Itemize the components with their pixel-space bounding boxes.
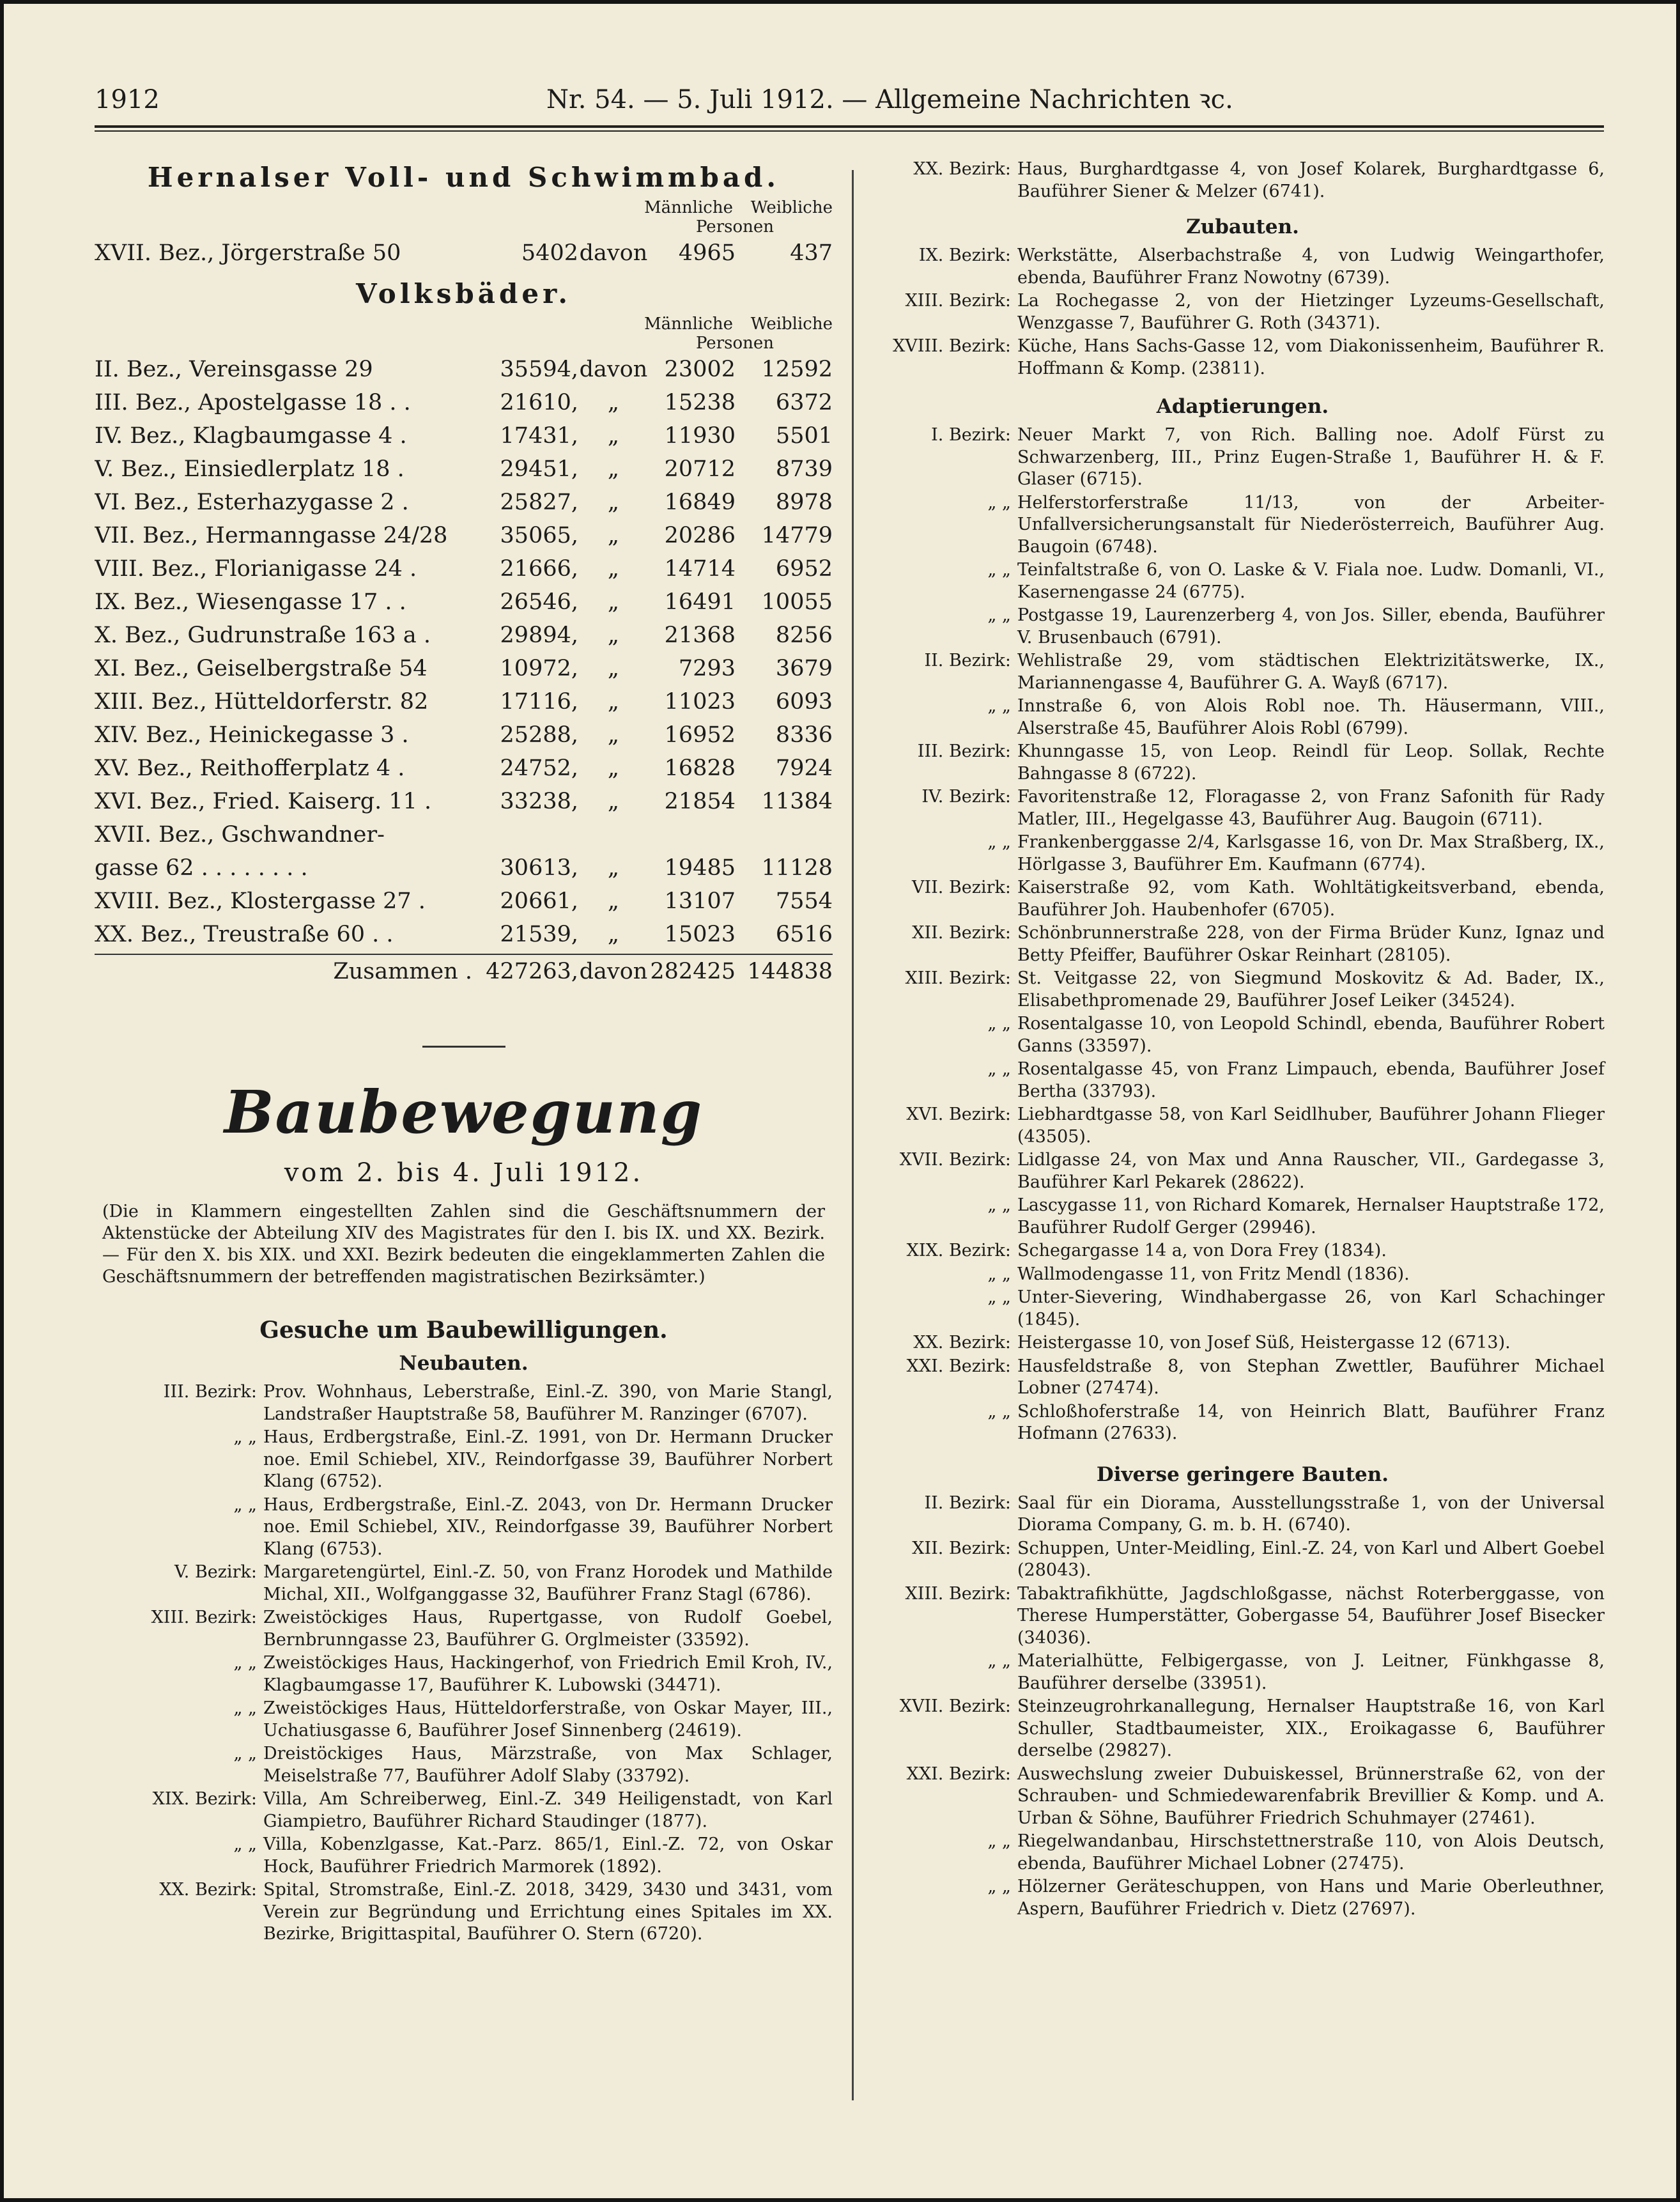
row-women: 3679 — [775, 656, 833, 681]
entry-text: Rosentalgasse 10, von Leopold Schindl, ebenda, Bauführer Robert Ganns (33597). — [1017, 1014, 1605, 1056]
list-item — [881, 832, 1605, 876]
row-women: 14779 — [761, 523, 833, 548]
entry-bezirk: XIX. Bezirk: — [906, 1241, 1011, 1260]
volksbaeder-table — [95, 353, 833, 951]
entry-bezirk: III. Bezirk: — [917, 741, 1011, 761]
list-item — [881, 650, 1605, 694]
list-item — [881, 492, 1605, 559]
list-item — [881, 922, 1605, 966]
entry-text: Postgasse 19, Laurenzerberg 4, von Jos. Siller, ebenda, Bauführer V. Brusenbauch (6791). — [1017, 605, 1605, 647]
sum-women: 144838 — [747, 959, 833, 984]
row-men: 15238 — [664, 390, 736, 415]
entry-bezirk: XX. Bezirk: — [913, 159, 1011, 179]
entry-text: Zweistöckiges Haus, Rupertgasse, von Rudolf Goebel, Bernbrunngasse 23, Bauführer G. Orglmeister (33592). — [263, 1608, 833, 1650]
entry-text: St. Veitgasse 22, von Siegmund Moskovitz & Ad. Bader, IX., Elisabethpromenade 29, Bauführer Josef Leiker (34524). — [1017, 968, 1605, 1011]
entry-bezirk: XXI. Bezirk: — [906, 1764, 1011, 1784]
row-men: 20286 — [664, 523, 736, 548]
entry-text: Helferstorferstraße 11/13, von der Arbeiter-Unfallversicherungsanstalt für Niederösterreich, Bauführer Aug. Baugoin (6748). — [1017, 492, 1605, 557]
row-women: 5501 — [775, 423, 833, 449]
list-item — [881, 1493, 1605, 1537]
row-men: 19485 — [664, 855, 736, 881]
diverse-title: Diverse geringere Bauten. — [1096, 1462, 1389, 1486]
column-headings — [95, 198, 833, 217]
row-davon: „ — [607, 722, 620, 748]
table-row — [95, 885, 833, 918]
col-men: Männliche — [644, 314, 733, 334]
entry-text: Heistergasse 10, von Josef Süß, Heistergasse 12 (6713). — [1017, 1333, 1511, 1353]
col-persons: Personen — [695, 334, 774, 353]
list-item — [881, 1401, 1605, 1445]
entry-bezirk: „ „ — [987, 1287, 1011, 1307]
list-item — [881, 605, 1605, 649]
row-total: 17116, — [500, 689, 578, 715]
row-davon: davon — [579, 357, 648, 382]
baubewegung-date: vom 2. bis 4. Juli 1912. — [284, 1158, 643, 1188]
hernalser-title: Hernalser Voll- und Schwimmbad. — [147, 162, 780, 193]
row-label: XVII. Bez., Jörgerstraße 50 — [95, 240, 401, 266]
entry-text: Liebhardtgasse 58, von Karl Seidlhuber, Bauführer Johann Flieger (43505). — [1017, 1105, 1605, 1147]
row-total: 29894, — [500, 623, 578, 648]
row-davon: „ — [607, 523, 620, 548]
entry-text: Rosentalgasse 45, von Franz Limpauch, ebenda, Bauführer Josef Bertha (33793). — [1017, 1059, 1605, 1101]
entry-text: Haus, Erdbergstraße, Einl.-Z. 2043, von Dr. Hermann Drucker noe. Emil Schiebel, XIV., Reindorfgasse 39, Bauführer Norbert Klang (6753). — [263, 1494, 833, 1559]
table-row — [95, 785, 833, 818]
row-label: IV. Bez., Klagbaumgasse 4 . — [95, 423, 407, 449]
entry-bezirk: „ „ — [987, 1059, 1011, 1079]
row-label: XI. Bez., Geiselbergstraße 54 — [95, 656, 428, 681]
row-women: 11384 — [761, 789, 833, 814]
entry-text: Zweistöckiges Haus, Hütteldorferstraße, von Oskar Mayer, III., Uchatiusgasse 6, Bauführer Josef Sinnenberg (24619). — [263, 1698, 833, 1741]
entry-bezirk: „ „ — [987, 1877, 1011, 1896]
zubauten-list — [881, 245, 1605, 380]
table-row — [95, 353, 833, 386]
row-women: 6952 — [775, 556, 833, 582]
list-item — [881, 1764, 1605, 1830]
list-item — [881, 424, 1605, 491]
entry-bezirk: XIII. Bezirk: — [905, 968, 1011, 988]
entry-bezirk: XII. Bezirk: — [912, 923, 1011, 943]
left-column — [95, 159, 833, 1947]
row-davon: davon — [579, 240, 648, 266]
entry-bezirk: „ „ — [987, 492, 1011, 513]
table-row — [95, 519, 833, 552]
row-women: 6093 — [775, 689, 833, 715]
entry-text: Schönbrunnerstraße 228, von der Firma Brüder Kunz, Ignaz und Betty Pfeiffer, Bauführer Oskar Reinhart (28105). — [1017, 923, 1605, 965]
entry-bezirk: „ „ — [987, 696, 1011, 716]
table-row — [95, 818, 833, 851]
col-persons: Personen — [695, 217, 774, 236]
list-item — [881, 1058, 1605, 1103]
list-item — [881, 1356, 1605, 1400]
entry-text: Villa, Am Schreiberweg, Einl.-Z. 349 Heiligenstadt, von Karl Giampietro, Bauführer Richard Staudinger (1877). — [263, 1789, 833, 1831]
entry-text: Auswechslung zweier Dubuiskessel, Brünnerstraße 62, von der Schrauben- und Schmiedewarenfabrik Brevillier & Komp. und A. Urban & Söhne, Bauführer Friedrich Schuhmayer (27461). — [1017, 1764, 1605, 1828]
entry-text: Haus, Burghardtgasse 4, von Josef Kolarek, Burghardtgasse 6, Bauführer Siener & Melzer (6741). — [1017, 159, 1605, 201]
row-men: 11023 — [664, 689, 736, 715]
diverse-list — [881, 1493, 1605, 1921]
list-item — [95, 1494, 833, 1561]
row-label: V. Bez., Einsiedlerplatz 18 . — [95, 456, 405, 482]
list-item — [881, 1831, 1605, 1875]
list-item — [881, 1287, 1605, 1331]
row-men: 7293 — [678, 656, 736, 681]
row-women: 6372 — [775, 390, 833, 415]
row-label: XVIII. Bez., Klostergasse 27 . — [95, 888, 426, 914]
row-davon: „ — [607, 689, 620, 715]
list-item — [881, 1332, 1605, 1354]
row-davon: „ — [607, 456, 620, 482]
row-label: VII. Bez., Hermanngasse 24/28 — [95, 523, 448, 548]
table-row — [95, 386, 833, 419]
entry-text: Hölzerner Geräteschuppen, von Hans und Marie Oberleuthner, Aspern, Bauführer Friedrich v. Dietz (27697). — [1017, 1877, 1605, 1919]
baubewegung-title: Baubewegung — [224, 1078, 704, 1147]
list-item — [881, 159, 1605, 203]
list-item — [881, 1696, 1605, 1762]
table-row — [95, 652, 833, 685]
table-row — [95, 486, 833, 519]
row-label: XIV. Bez., Heinickegasse 3 . — [95, 722, 409, 748]
row-label: XV. Bez., Reithofferplatz 4 . — [95, 756, 405, 781]
row-davon: „ — [607, 656, 620, 681]
right-column — [881, 159, 1605, 1921]
row-total: 25827, — [500, 490, 578, 515]
sum-row — [95, 954, 833, 988]
neubauten-title: Neubauten. — [399, 1352, 528, 1375]
row-men: 16491 — [664, 589, 736, 615]
list-item — [881, 336, 1605, 380]
entry-text: Zweistöckiges Haus, Hackingerhof, von Friedrich Emil Kroh, IV., Klagbaumgasse 17, Bauführer K. Lubowski (34471). — [263, 1653, 833, 1695]
volksbaeder-section — [95, 275, 833, 988]
row-label: XIII. Bez., Hütteldorferstr. 82 — [95, 689, 429, 715]
list-item — [881, 1013, 1605, 1057]
list-item — [881, 559, 1605, 603]
entry-bezirk: XIII. Bezirk: — [905, 1583, 1011, 1604]
sum-davon: davon — [579, 959, 648, 984]
page-number: 1912 — [95, 85, 160, 114]
table-row — [95, 685, 833, 718]
zubauten-title: Zubauten. — [1186, 215, 1299, 238]
entry-bezirk: I. Bezirk: — [931, 425, 1011, 445]
row-total: 5402 — [521, 240, 578, 266]
adaptierungen-title: Adaptierungen. — [1156, 395, 1329, 418]
row-total: 33238, — [500, 789, 578, 814]
row-label: XVI. Bez., Fried. Kaiserg. 11 . — [95, 789, 432, 814]
entry-bezirk: II. Bezirk: — [924, 651, 1011, 671]
list-item — [881, 1876, 1605, 1920]
entry-bezirk: „ „ — [987, 1195, 1011, 1215]
row-women: 7924 — [775, 756, 833, 781]
row-total: 21610, — [500, 390, 578, 415]
entry-text: Materialhütte, Felbigergasse, von J. Leitner, Fünkhgasse 8, Bauführer derselbe (33951). — [1017, 1651, 1605, 1693]
entry-text: Neuer Markt 7, von Rich. Balling noe. Adolf Fürst zu Schwarzenberg, III., Prinz Eugen-Straße 1, Bauführer H. & F. Glaser (6715). — [1017, 425, 1605, 489]
row-men: 14714 — [664, 556, 736, 582]
row-label: IX. Bez., Wiesengasse 17 . . — [95, 589, 406, 615]
entry-bezirk: III. Bezirk: — [163, 1382, 257, 1402]
baubewegung-note: (Die in Klammern eingestellten Zahlen sind die Geschäftsnummern der Aktenstücke der Abteilung XIV des Magistrates für den I. bis IX. und XX. Bezirk. — Für den X. bis XIX. und XXI. Bezirk bedeuten die eingeklammerten Zahlen die Geschäftsnummern der betreffenden magistratischen Bezirksämter.) — [102, 1202, 825, 1287]
table-row — [95, 236, 833, 270]
entry-text: Kaiserstraße 92, vom Kath. Wohltätigkeitsverband, ebenda, Bauführer Joh. Haubenhofer (6705). — [1017, 878, 1605, 920]
entry-text: Küche, Hans Sachs-Gasse 12, vom Diakonissenheim, Bauführer R. Hoffmann & Komp. (23811). — [1017, 336, 1605, 378]
row-davon: „ — [607, 490, 620, 515]
table-row — [95, 453, 833, 486]
row-women: 12592 — [761, 357, 833, 382]
table-row — [95, 552, 833, 585]
entry-bezirk: XVII. Bezirk: — [899, 1150, 1011, 1170]
row-men: 16952 — [664, 722, 736, 748]
entry-bezirk: „ „ — [987, 605, 1011, 625]
row-women: 8336 — [775, 722, 833, 748]
row-label: II. Bez., Vereinsgasse 29 — [95, 357, 373, 382]
row-label: VIII. Bez., Florianigasse 24 . — [95, 556, 417, 582]
volksbaeder-title: Volksbäder. — [355, 278, 571, 309]
row-label: III. Bez., Apostelgasse 18 . . — [95, 390, 411, 415]
row-men: 21368 — [664, 623, 736, 648]
list-item — [95, 1834, 833, 1878]
col-women: Weibliche — [750, 198, 833, 217]
entry-bezirk: „ „ — [987, 560, 1011, 580]
row-total: 21539, — [500, 922, 578, 947]
row-total: 21666, — [500, 556, 578, 582]
row-total: 10972, — [500, 656, 578, 681]
row-total: 35594, — [500, 357, 578, 382]
list-item — [95, 1652, 833, 1696]
row-davon: „ — [607, 623, 620, 648]
entry-bezirk: „ „ — [233, 1653, 257, 1673]
entry-text: Werkstätte, Alserbachstraße 4, von Ludwig Weingarthofer, ebenda, Bauführer Franz Nowotny (6739). — [1017, 245, 1605, 288]
entry-bezirk: XVII. Bezirk: — [899, 1696, 1011, 1716]
entry-bezirk: XII. Bezirk: — [912, 1538, 1011, 1558]
list-item — [881, 968, 1605, 1012]
row-women: 8739 — [775, 456, 833, 482]
entry-bezirk: XIII. Bezirk: — [905, 291, 1011, 311]
row-davon: „ — [607, 556, 620, 582]
entry-text: Schegargasse 14 a, von Dora Frey (1834). — [1017, 1241, 1387, 1260]
list-item — [881, 786, 1605, 830]
row-women: 6516 — [775, 922, 833, 947]
row-davon: „ — [607, 922, 620, 947]
row-label: X. Bez., Gudrunstraße 163 a . — [95, 623, 431, 648]
adaptierungen-list — [881, 424, 1605, 1445]
table-row — [95, 718, 833, 752]
baubewegung-section — [95, 1071, 833, 1946]
list-item — [881, 1195, 1605, 1239]
list-item — [881, 290, 1605, 334]
entry-text: Lidlgasse 24, von Max und Anna Rauscher, VII., Gardegasse 3, Bauführer Karl Pekarek (28622). — [1017, 1150, 1605, 1192]
row-davon: „ — [607, 390, 620, 415]
entry-text: Dreistöckiges Haus, Märzstraße, von Max Schlager, Meiselstraße 77, Bauführer Adolf Slaby (33792). — [263, 1744, 833, 1786]
sum-label: Zusammen . — [333, 959, 472, 984]
table-row — [95, 419, 833, 453]
entry-text: Hausfeldstraße 8, von Stephan Zwettler, Bauführer Michael Lobner (27474). — [1017, 1356, 1605, 1398]
row-men: 16849 — [664, 490, 736, 515]
neubauten-list — [95, 1381, 833, 1946]
header-rule-thin — [95, 130, 1604, 132]
list-item — [95, 1788, 833, 1833]
row-men: 21854 — [664, 789, 736, 814]
list-item — [881, 877, 1605, 921]
list-item — [95, 1607, 833, 1651]
list-item — [881, 1264, 1605, 1286]
col-women: Weibliche — [750, 314, 833, 334]
entry-text: Steinzeugrohrkanallegung, Hernalser Hauptstraße 16, von Karl Schuller, Stadtbaumeister, XIX., Eroikagasse 6, Bauführer derselbe (29827). — [1017, 1696, 1605, 1760]
row-label: VI. Bez., Esterhazygasse 2 . — [95, 490, 409, 515]
entry-bezirk: IX. Bezirk: — [918, 245, 1011, 265]
row-total: 25288, — [500, 722, 578, 748]
entry-text: Saal für ein Diorama, Ausstellungsstraße 1, von der Universal Diorama Company, G. m. b. H. (6740). — [1017, 1493, 1605, 1535]
list-item — [881, 1104, 1605, 1148]
entry-bezirk: XIII. Bezirk: — [151, 1608, 257, 1627]
entry-text: Wehlistraße 29, vom städtischen Elektrizitätswerke, IX., Mariannengasse 4, Bauführer G. A. Wayß (6717). — [1017, 651, 1605, 693]
issue-header: Nr. 54. — 5. Juli 1912. — Allgemeine Nachrichten ꝛc. — [546, 85, 1233, 114]
entry-text: Unter-Sievering, Windhabergasse 26, von Karl Schachinger (1845). — [1017, 1287, 1605, 1330]
row-davon: „ — [607, 855, 620, 881]
entry-bezirk: „ „ — [987, 1264, 1011, 1284]
entry-text: Frankenberggasse 2/4, Karlsgasse 16, von Dr. Max Straßberg, IX., Hörlgasse 3, Bauführer Em. Kaufmann (6774). — [1017, 832, 1605, 874]
col-men: Männliche — [644, 198, 733, 217]
entry-bezirk: XIX. Bezirk: — [152, 1789, 257, 1809]
sum-men: 282425 — [650, 959, 736, 984]
row-total: 24752, — [500, 756, 578, 781]
list-item — [95, 1698, 833, 1742]
entry-bezirk: „ „ — [233, 1834, 257, 1854]
table-row — [95, 619, 833, 652]
row-women: 8978 — [775, 490, 833, 515]
row-davon: „ — [607, 888, 620, 914]
entry-bezirk: XVIII. Bezirk: — [893, 336, 1011, 356]
table-row — [95, 918, 833, 951]
entry-text: Spital, Stromstraße, Einl.-Z. 2018, 3429, 3430 und 3431, vom Verein zur Begründung und Errichtung eines Spitales im XX. Bezirke, Brigittaspital, Bauführer O. Stern (6720). — [263, 1880, 833, 1944]
entry-bezirk: „ „ — [987, 832, 1011, 852]
table-row — [95, 752, 833, 785]
entry-text: Khunngasse 15, von Leop. Reindl für Leop. Sollak, Rechte Bahngasse 8 (6722). — [1017, 741, 1605, 784]
row-label: XVII. Bez., Gschwandner- — [95, 822, 385, 848]
hernalser-section — [95, 159, 833, 270]
list-item — [881, 741, 1605, 785]
list-item — [881, 1538, 1605, 1582]
entry-text: Haus, Erdbergstraße, Einl.-Z. 1991, von Dr. Hermann Drucker noe. Emil Schiebel, XIV., Reindorfgasse 39, Bauführer Norbert Klang (6752). — [263, 1427, 833, 1491]
row-davon: „ — [607, 789, 620, 814]
list-item — [881, 1583, 1605, 1650]
row-women: 10055 — [761, 589, 833, 615]
entry-text: Schuppen, Unter-Meidling, Einl.-Z. 24, von Karl und Albert Goebel (28043). — [1017, 1538, 1605, 1580]
entry-bezirk: XX. Bezirk: — [159, 1880, 257, 1900]
entry-text: Teinfaltstraße 6, von O. Laske & V. Fiala noe. Ludw. Domanli, VI., Kasernengasse 24 (6775). — [1017, 560, 1605, 602]
row-label: gasse 62 . . . . . . . . — [95, 855, 308, 881]
gesuche-title: Gesuche um Baubewilligungen. — [259, 1317, 668, 1344]
row-men: 16828 — [664, 756, 736, 781]
row-women: 7554 — [775, 888, 833, 914]
entry-bezirk: „ „ — [233, 1427, 257, 1447]
entry-bezirk: „ „ — [233, 1494, 257, 1515]
row-davon: „ — [607, 756, 620, 781]
list-item — [95, 1381, 833, 1425]
entry-bezirk: XXI. Bezirk: — [906, 1356, 1011, 1376]
entry-text: Innstraße 6, von Alois Robl noe. Th. Häusermann, VIII., Alserstraße 45, Bauführer Alois Robl (6799). — [1017, 696, 1605, 738]
entry-bezirk: „ „ — [233, 1698, 257, 1718]
row-men: 13107 — [664, 888, 736, 914]
entry-text: Riegelwandanbau, Hirschstettnerstraße 110, von Alois Deutsch, ebenda, Bauführer Michael Lobner (27475). — [1017, 1831, 1605, 1873]
list-item — [95, 1427, 833, 1493]
entry-text: Tabaktrafikhütte, Jagdschloßgasse, nächst Roterberggasse, von Therese Humperstätter, Gobergasse 54, Bauführer Josef Bisecker (34036). — [1017, 1583, 1605, 1648]
entry-text: Wallmodengasse 11, von Fritz Mendl (1836). — [1017, 1264, 1410, 1284]
section-divider — [422, 1046, 505, 1048]
table-row — [95, 851, 833, 885]
list-item — [95, 1562, 833, 1606]
entry-bezirk: „ „ — [987, 1014, 1011, 1034]
row-total: 35065, — [500, 523, 578, 548]
entry-text: Margaretengürtel, Einl.-Z. 50, von Franz Horodek und Mathilde Michal, XII., Wolfganggasse 32, Bauführer Franz Stagl (6786). — [263, 1562, 833, 1604]
entry-text: Favoritenstraße 12, Floragasse 2, von Franz Safonith für Rady Matler, III., Hegelgasse 43, Bauführer Aug. Baugoin (6711). — [1017, 787, 1605, 829]
entry-text: Lascygasse 11, von Richard Komarek, Hernalser Hauptstraße 172, Bauführer Rudolf Gerger (29946). — [1017, 1195, 1605, 1237]
table-row — [95, 585, 833, 619]
entry-bezirk: XX. Bezirk: — [913, 1333, 1011, 1353]
list-item — [95, 1743, 833, 1787]
row-label: XX. Bez., Treustraße 60 . . — [95, 922, 394, 947]
list-item — [881, 695, 1605, 740]
sum-total: 427263, — [486, 959, 578, 984]
entry-text: La Rochegasse 2, von der Hietzinger Lyzeums-Gesellschaft, Wenzgasse 7, Bauführer G. Roth (34371). — [1017, 291, 1605, 333]
entry-text: Villa, Kobenzlgasse, Kat.-Parz. 865/1, Einl.-Z. 72, von Oskar Hock, Bauführer Friedrich Marmorek (1892). — [263, 1834, 833, 1877]
entry-bezirk: V. Bezirk: — [174, 1562, 257, 1582]
row-women: 8256 — [775, 623, 833, 648]
row-men: 15023 — [664, 922, 736, 947]
header-rule — [95, 125, 1604, 128]
list-item — [95, 1879, 833, 1946]
row-total: 17431, — [500, 423, 578, 449]
row-total: 20661, — [500, 888, 578, 914]
list-item — [881, 1149, 1605, 1193]
list-item — [881, 1240, 1605, 1262]
entry-bezirk: „ „ — [233, 1744, 257, 1764]
column-divider — [852, 170, 854, 2100]
entry-text: Prov. Wohnhaus, Leberstraße, Einl.-Z. 390, von Marie Stangl, Landstraßer Hauptstraße 58, Bauführer M. Ranzinger (6707). — [263, 1382, 833, 1424]
column-headings — [95, 314, 833, 334]
row-men: 11930 — [664, 423, 736, 449]
entry-bezirk: XVI. Bezirk: — [906, 1105, 1011, 1124]
row-total: 30613, — [500, 855, 578, 881]
row-men: 23002 — [664, 357, 736, 382]
entry-bezirk: „ „ — [987, 1651, 1011, 1671]
entry-bezirk: „ „ — [987, 1401, 1011, 1422]
row-total: 26546, — [500, 589, 578, 615]
row-women: 11128 — [761, 855, 833, 881]
neubauten-continued — [881, 159, 1605, 203]
row-total: 29451, — [500, 456, 578, 482]
row-women: 437 — [790, 240, 833, 266]
row-davon: „ — [607, 423, 620, 449]
entry-bezirk: II. Bezirk: — [924, 1493, 1011, 1513]
list-item — [881, 245, 1605, 289]
row-men: 4965 — [678, 240, 736, 266]
list-item — [881, 1650, 1605, 1694]
entry-bezirk: „ „ — [987, 1831, 1011, 1851]
entry-text: Schloßhoferstraße 14, von Heinrich Blatt, Bauführer Franz Hofmann (27633). — [1017, 1401, 1605, 1443]
row-men: 20712 — [664, 456, 736, 482]
row-davon: „ — [607, 589, 620, 615]
entry-bezirk: VII. Bezirk: — [911, 878, 1011, 897]
entry-bezirk: IV. Bezirk: — [921, 787, 1011, 807]
